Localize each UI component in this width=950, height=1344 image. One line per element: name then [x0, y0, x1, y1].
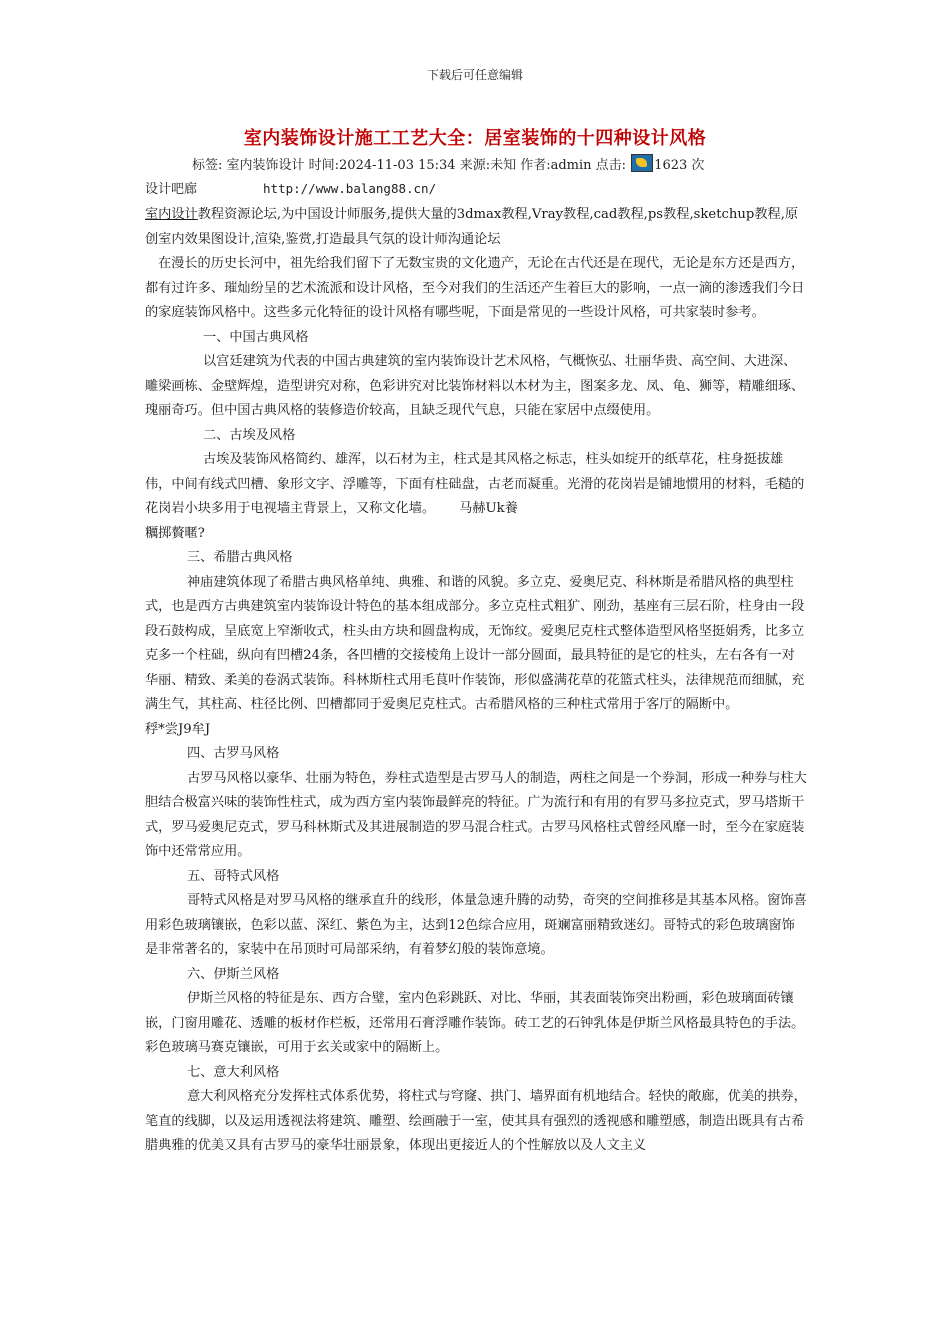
- section-heading: 四、古罗马风格: [187, 746, 280, 761]
- section-paragraph: 意大利风格充分发挥柱式体系优势，将柱式与穹窿、拱门、墙界面有机地结合。轻快的敞廊，优美的拱券，笔直的线脚，以及运用透视法将建筑、雕塑、绘画融于一室，使其具有强烈的透视感和雕塑感，制造出既具有古希腊典雅的优美又具有古罗马的豪华壮丽景象，体现出更接近人的个性解放以及人文主义: [145, 1089, 807, 1153]
- section-heading: 五、哥特式风格: [187, 868, 280, 884]
- article-body: [145, 203, 807, 1159]
- meta-clicks: 1623 次: [654, 158, 705, 173]
- top-note: 下载后可任意编辑: [426, 68, 523, 82]
- site-line: [145, 178, 436, 197]
- site-url[interactable]: http://www.balang88.cn/: [263, 181, 437, 196]
- section-paragraph: 古罗马风格以豪华、壮丽为特色，券柱式造型是古罗马人的制造，两柱之间是一个券洞，形成一种券与柱大胆结合极富兴味的装饰性柱式，成为西方室内装饰最鲜亮的特征。广为流行和有用的有罗马多拉克式，罗马塔斯干式，罗马爱奥尼克式，罗马科林斯式及其进展制造的罗马混合柱式。古罗马风格柱式曾经风靡一时，至今在家庭装饰中还常常应用。: [145, 770, 807, 859]
- section-paragraph: 以宫廷建筑为代表的中国古典建筑的室内装饰设计艺术风格，气概恢弘、壮丽华贵、高空间、大进深、雕梁画栋、金壁辉煌，造型讲究对称，色彩讲究对比装饰材料以木材为主，图案多龙、凤、龟、狮等，精雕细琢、瑰丽奇巧。但中国古典风格的装修造价较高，且缺乏现代气息，只能在家居中点缀使用。: [145, 354, 805, 418]
- article-meta: [192, 154, 704, 173]
- section-paragraph: [145, 448, 807, 522]
- section-heading: 六、伊斯兰风格: [187, 966, 280, 982]
- section-heading: 一、中国古典风格: [203, 329, 309, 345]
- section-paragraph: 神庙建筑体现了希腊古典风格单纯、典雅、和谐的风貌。多立克、爱奥尼克、科林斯是希腊风格的典型柱式，也是西方古典建筑室内装饰设计特色的基本组成部分。多立克柱式粗犷、刚劲，基座有三层石阶，柱身由一段段石鼓构成，呈底宽上窄渐收式，柱头由方块和圆盘构成，无饰纹。爱奥尼克柱式整体造型风格坚挺娟秀，比多立克多一个柱础，纵向有凹槽24条，各凹槽的交接棱角上设计一部分圆面，最具特征的是它的柱头，左右各有一对华丽、精致、柔美的卷涡式装饰。科林斯柱式用毛茛叶作装饰，形似盛满花草的花篮式柱头，法律规范而细腻，充满生气，其柱高、柱径比例、凹槽都同于爱奥尼克柱式。古希腊风格的三种柱式常用于客厅的隔断中。: [145, 574, 805, 712]
- section-heading: 二、古埃及风格: [203, 427, 296, 443]
- section-paragraph: 伊斯兰风格的特征是东、西方合璧，室内色彩跳跃、对比、华丽，其表面装饰突出粉画，彩色玻璃面砖镶嵌，门窗用雕花、透雕的板材作栏板，还常用石膏浮雕作装饰。砖工艺的石钟乳体是伊斯兰风格最具特色的手法。彩色玻璃马赛克镶嵌，可用于玄关或家中的隔断上。: [145, 991, 805, 1055]
- section-text: 古埃及装饰风格简约、雄浑，以石材为主，柱式是其风格之标志，柱头如绽开的纸草花，柱身挺拔雄伟，中间有线式凹槽、象形文字、浮雕等，下面有柱础盘，古老而凝重。光滑的花岗岩是铺地惯用的材料，毛糙的花岗岩小块多用于电视墙主背景上，又称文化墙。: [145, 452, 805, 516]
- site-name: 设计吧廊: [145, 182, 198, 197]
- section-heading: 三、希腊古典风格: [187, 550, 293, 565]
- intro-link[interactable]: 室内设计: [145, 207, 198, 222]
- section-heading: 七、意大利风格: [187, 1064, 280, 1080]
- section-paragraph: 哥特式风格是对罗马风格的继承直升的线形，体量急速升腾的动势，奇突的空间推移是其基本风格。窗饰喜用彩色玻璃镶嵌，色彩以蓝、深红、紫色为主，达到12色综合应用，斑斓富丽精致迷幻。哥特式的彩色玻璃窗饰是非常著名的，家装中在吊顶时可局部采纳，有着梦幻般的装饰意境。: [145, 893, 807, 957]
- meta-text: 标签: 室内装饰设计 时间:2024-11-03 15:34 来源:未知 作者:admin 点击:: [192, 158, 631, 173]
- garbled-line: 稃*尝J9牟J: [145, 721, 211, 737]
- intro-text: 教程资源论坛,为中国设计师服务,提供大量的3dmax教程,Vray教程,cad教程,ps教程,sketchup教程,原创室内效果图设计,渲染,鉴赏,打造最具气氛的设计师沟通论坛: [145, 207, 799, 247]
- lead-paragraph: 在漫长的历史长河中，祖先给我们留下了无数宝贵的文化遗产，无论在古代还是在现代，无论是东方还是西方，都有过许多、璀灿纷呈的艺术流派和设计风格，至今对我们的生活还产生着巨大的影响，一点一滴的渗透我们今日的家庭装饰风格中。这些多元化特征的设计风格有哪些呢，下面是常见的一些设计风格，可共家装时参考。: [145, 256, 805, 320]
- garbled-line: 糲掷贅暱?: [145, 525, 205, 541]
- intro-paragraph: [145, 203, 807, 252]
- garbled-text: 马赫Uk養: [459, 501, 518, 516]
- article-title: 室内装饰设计施工工艺大全：居室装饰的十四种设计风格: [243, 128, 707, 149]
- clicks-icon: [631, 154, 653, 172]
